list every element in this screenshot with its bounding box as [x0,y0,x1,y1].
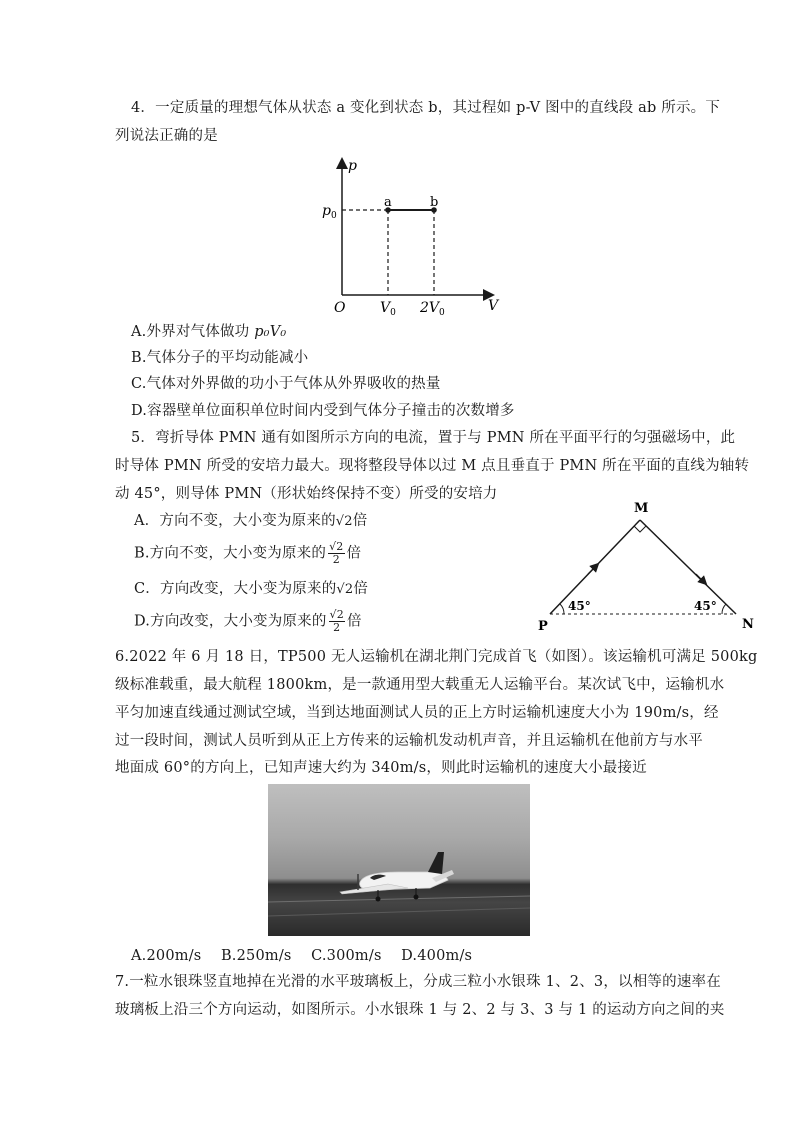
q6-stem-line1: 6.2022 年 6 月 18 日，TP500 无人运输机在湖北荆门完成首飞（如图）。该运输机可满足 500kg [115,649,758,665]
v-axis-label: V [488,298,499,314]
q5-option-a-text: A．方向不变，大小变为原来的 [134,513,336,529]
q4-option-b: B.气体分子的平均动能减小 [131,350,309,366]
q5-option-c-sqrt2: √2 [336,582,354,597]
q5-option-c [134,579,368,600]
fraction-denominator: 2 [332,553,340,566]
angle-label-left: 45° [568,599,591,613]
q6-stem-line3: 平匀加速直线通过测试空域，当到达地面测试人员的正上方时运输机速度大小为 190m/s，经 [115,705,719,721]
q4-option-d: D.容器壁单位面积单位时间内受到气体分子撞击的次数增多 [131,403,515,419]
q5-option-d [134,609,362,634]
label-n: N [742,617,754,632]
q5-option-a-end: 倍 [352,513,368,529]
v0-label: $V_0$ [380,300,396,318]
q5-option-c-end: 倍 [353,581,369,597]
pmn-figure [536,496,766,636]
aircraft-wheel [414,895,419,900]
right-angle-mark [634,526,646,532]
p-axis-label: p [348,158,357,174]
q6-stem-line5: 地面成 60°的方向上，已知声速大约为 340m/s，则此时运输机的速度大小最接近 [115,760,647,776]
fraction-numerator: √2 [329,540,344,553]
runway-line [268,896,530,902]
q4-option-a-math: p₀V₀ [254,324,287,340]
q4-option-a-text: A.外界对气体做功 [131,324,255,340]
p0-label: $p_0$ [322,203,337,221]
fraction-numerator: √2 [329,608,344,621]
q5-option-d-text: D.方向改变，大小变为原来的 [134,613,327,630]
origin-label: O [334,300,346,316]
q5-option-b-end: 倍 [346,545,362,562]
pv-graph [316,150,502,318]
2v0-label: $2V_0$ [420,300,445,318]
q4-stem-line1: 4．一定质量的理想气体从状态 a 变化到状态 b，其过程如 p-V 图中的直线段 ab 所示。下 [131,100,721,116]
current-arrow-mn [696,574,704,582]
aircraft-tail [428,852,444,874]
q6-stem-line4: 过一段时间，测试人员听到从正上方传来的运输机发动机声音，并且运输机在他前方与水平 [115,733,703,749]
q5-option-d-fraction [329,609,345,634]
q6-options: A.200m/s B.250m/s C.300m/s D.400m/s [131,948,473,964]
runway-line [268,908,530,916]
q4-option-c: C.气体对外界做的功小于气体从外界吸收的热量 [131,376,441,392]
conductor-mn [640,520,736,614]
q5-stem-line2: 时导体 PMN 所受的安培力最大。现将整段导体以过 M 点且垂直于 PMN 所在平面的直线为轴转 [115,458,750,474]
angle-arc-n [722,604,726,614]
q6-stem-line2: 级标准载重，最大航程 1800km，是一款通用型大载重无人运输平台。某次试飞中，运输机水 [115,677,725,693]
q5-option-a [134,511,367,532]
label-p: P [538,619,548,634]
q7-stem-line2: 玻璃板上沿三个方向运动，如图所示。小水银珠 1 与 2、2 与 3、3 与 1 的运动方向之间的夹 [115,1002,725,1018]
q5-option-a-sqrt2: √2 [335,514,353,529]
q5-option-b-text: B.方向不变，大小变为原来的 [134,545,327,562]
label-b: b [430,195,439,210]
q4-option-a [131,322,286,342]
aircraft-photo [268,784,530,936]
q7-stem-line1: 7.一粒水银珠竖直地掉在光滑的水平玻璃板上，分成三粒小水银珠 1、2、3，以相等的速率在 [115,974,721,990]
current-arrow-pm [588,566,596,574]
label-a: a [384,195,392,210]
aircraft-wheel [376,897,381,902]
q5-option-c-text: C．方向改变，大小变为原来的 [134,581,337,597]
q5-option-b-fraction [328,541,344,566]
angle-arc-p [560,604,564,614]
angle-label-right: 45° [694,599,717,613]
q5-option-d-end: 倍 [346,613,362,630]
q4-stem-line2: 列说法正确的是 [115,128,218,144]
q5-stem-line1: 5．弯折导体 PMN 通有如图所示方向的电流，置于与 PMN 所在平面平行的匀强磁场中，此 [131,430,736,446]
q5-stem-line3: 动 45°，则导体 PMN（形状始终保持不变）所受的安培力 [115,486,498,502]
label-m: M [634,501,649,516]
fraction-denominator: 2 [333,621,341,634]
aircraft-illustration [268,784,530,936]
q5-option-b [134,541,361,566]
